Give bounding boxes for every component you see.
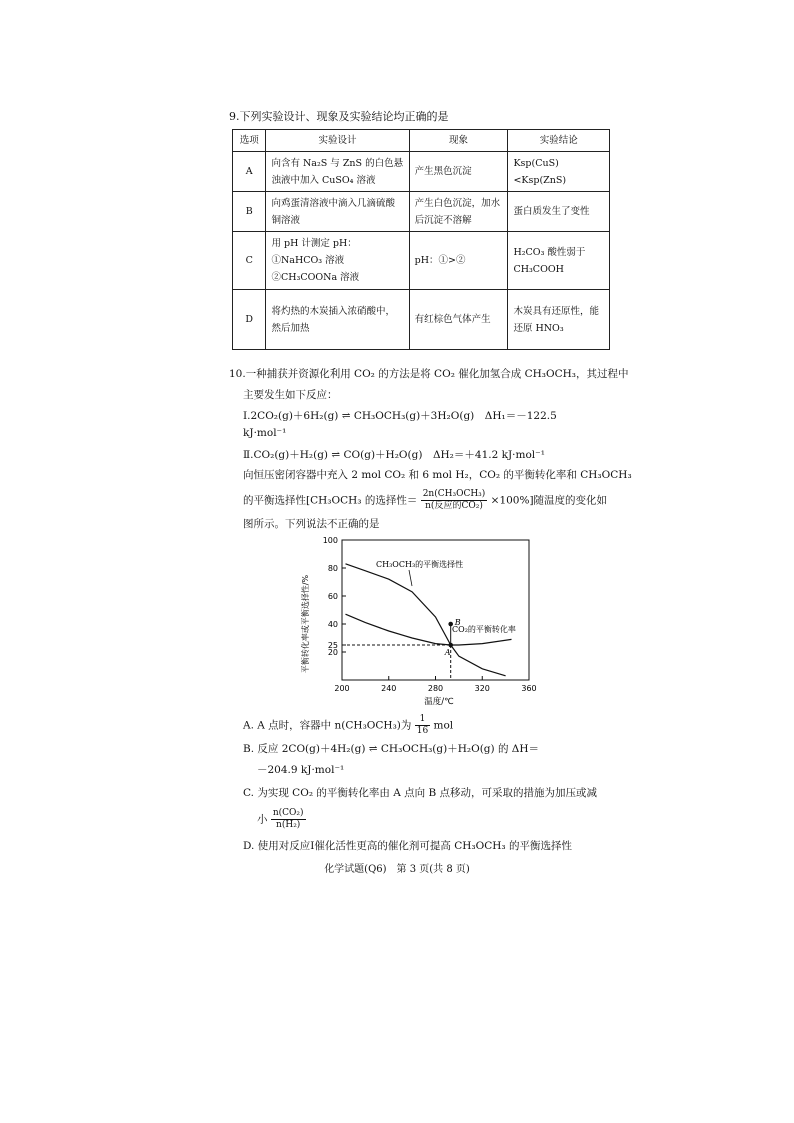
selectivity-numerator: 2n(CH₃OCH₃) (422, 489, 486, 499)
x-tick-label: 240 (381, 684, 397, 693)
selectivity-def-start: 的平衡选择性[CH₃OCH₃ 的选择性＝ (243, 494, 418, 507)
selectivity-fraction (421, 489, 488, 512)
option-a-unit: mol (433, 719, 454, 732)
row-design: 用 pH 计测定 pH：①NaHCO₃ 溶液 ②CH₃COONa 溶液 (266, 232, 409, 290)
q10-para-line2 (243, 489, 607, 512)
row-option: B (233, 192, 266, 232)
x-tick-label: 200 (334, 684, 350, 693)
chart-y-axis-label: 平衡转化率或平衡选择性/% (301, 574, 310, 674)
row-conclusion: 木炭具有还原性，能还原 HNO₃ (508, 290, 610, 350)
option-b-line2: －204.9 kJ·mol⁻¹ (257, 764, 345, 776)
option-a-denominator: 16 (416, 726, 429, 736)
table-row (233, 152, 610, 192)
option-b-line1: B. 反应 2CO(g)＋4H₂(g) ⇌ CH₃OCH₃(g)＋H₂O(g) 的 ΔH＝ (243, 743, 540, 755)
series-label-selectivity: CH₃OCH₃的平衡选择性 (376, 560, 464, 569)
page-footer: 化学试题(Q6) 第 3 页(共 8 页) (324, 864, 470, 875)
point-b-label: B (454, 618, 461, 627)
row-conclusion: Ksp(CuS)<Ksp(ZnS) (508, 152, 610, 192)
row-option: A (233, 152, 266, 192)
reaction-2: Ⅱ.CO₂(g)＋H₂(g) ⇌ CO(g)＋H₂O(g) ΔH₂＝＋41.2 kJ·mol⁻¹ (243, 449, 545, 461)
question-9-title: 9.下列实验设计、现象及实验结论均正确的是 (229, 110, 449, 123)
option-a (243, 714, 453, 737)
point-a-label: A (444, 648, 451, 657)
row-phenomenon: pH：①>② (409, 232, 508, 290)
option-a-numerator: 1 (415, 714, 430, 726)
option-c-line1: C. 为实现 CO₂ 的平衡转化率由 A 点向 B 点移动，可采取的措施为加压或减 (243, 787, 598, 799)
option-c-line2 (257, 808, 306, 831)
header-phenomenon: 现象 (409, 130, 508, 152)
q10-intro-line2: 主要发生如下反应： (243, 389, 338, 401)
x-tick-label: 360 (521, 684, 537, 693)
selectivity-label-leader (409, 570, 412, 586)
selectivity-def-end: ×100%]随温度的变化如 (490, 494, 608, 507)
y-tick-label: 40 (327, 620, 338, 629)
y-tick-label: 60 (327, 592, 338, 601)
x-tick-label: 320 (474, 684, 490, 693)
table-row (233, 290, 610, 350)
chart-series (346, 564, 512, 676)
reaction-1: Ⅰ.2CO₂(g)＋6H₂(g) ⇌ CH₃OCH₃(g)＋3H₂O(g) ΔH₁＝－122.5 (243, 410, 557, 422)
option-c-numerator: n(CO₂) (272, 808, 304, 818)
option-c-fraction (271, 808, 306, 831)
y-tick-label: 20 (327, 648, 338, 657)
experiment-table (232, 129, 610, 350)
equilibrium-chart (294, 532, 544, 707)
table-header-row (233, 130, 610, 152)
option-c-denominator: n(H₂) (276, 820, 301, 830)
q10-para-line1: 向恒压密闭容器中充入 2 mol CO₂ 和 6 mol H₂，CO₂ 的平衡转化率和 CH₃OCH₃ (243, 469, 632, 481)
option-d: D. 使用对反应Ⅰ催化活性更高的催化剂可提高 CH₃OCH₃ 的平衡选择性 (243, 840, 572, 852)
row-conclusion: H₂CO₃ 酸性弱于 CH₃COOH (508, 232, 610, 290)
x-tick-label: 280 (427, 684, 444, 693)
y-tick-label: 100 (322, 536, 338, 545)
point-a-marker (448, 643, 453, 648)
series-label-conversion-line1: CO₂的平衡转化率 (452, 625, 516, 634)
table-row (233, 232, 610, 290)
selectivity-curve (346, 564, 506, 676)
reaction-1-unit: kJ·mol⁻¹ (243, 427, 287, 439)
header-design: 实验设计 (266, 130, 409, 152)
y-tick-label: 80 (327, 564, 338, 573)
row-option: D (233, 290, 266, 350)
y-tick-label: 25 (327, 641, 338, 650)
row-design: 将灼热的木炭插入浓硝酸中，然后加热 (266, 290, 409, 350)
selectivity-denominator: n(反应的CO₂) (425, 501, 483, 511)
chart-x-axis-label: 温度/℃ (424, 697, 454, 707)
row-design: 向含有 Na₂S 与 ZnS 的白色悬浊液中加入 CuSO₄ 溶液 (266, 152, 409, 192)
row-phenomenon: 有红棕色气体产生 (409, 290, 508, 350)
row-conclusion: 蛋白质发生了变性 (508, 192, 610, 232)
row-phenomenon: 产生白色沉淀，加水后沉淀不溶解 (409, 192, 508, 232)
row-option: C (233, 232, 266, 290)
option-a-text: A. A 点时，容器中 n(CH₃OCH₃)为 (243, 719, 412, 732)
q10-intro-line1: 10.一种捕获并资源化利用 CO₂ 的方法是将 CO₂ 催化加氢合成 CH₃OCH₃，其过程中 (229, 368, 629, 380)
header-option: 选项 (233, 130, 266, 152)
header-conclusion: 实验结论 (508, 130, 610, 152)
option-a-fraction (415, 714, 430, 737)
row-phenomenon: 产生黑色沉淀 (409, 152, 508, 192)
row-design: 向鸡蛋清溶液中滴入几滴硫酸铜溶液 (266, 192, 409, 232)
q10-para-line3: 图所示。下列说法不正确的是 (243, 518, 380, 530)
table-row (233, 192, 610, 232)
option-c-text: 小 (257, 813, 268, 826)
